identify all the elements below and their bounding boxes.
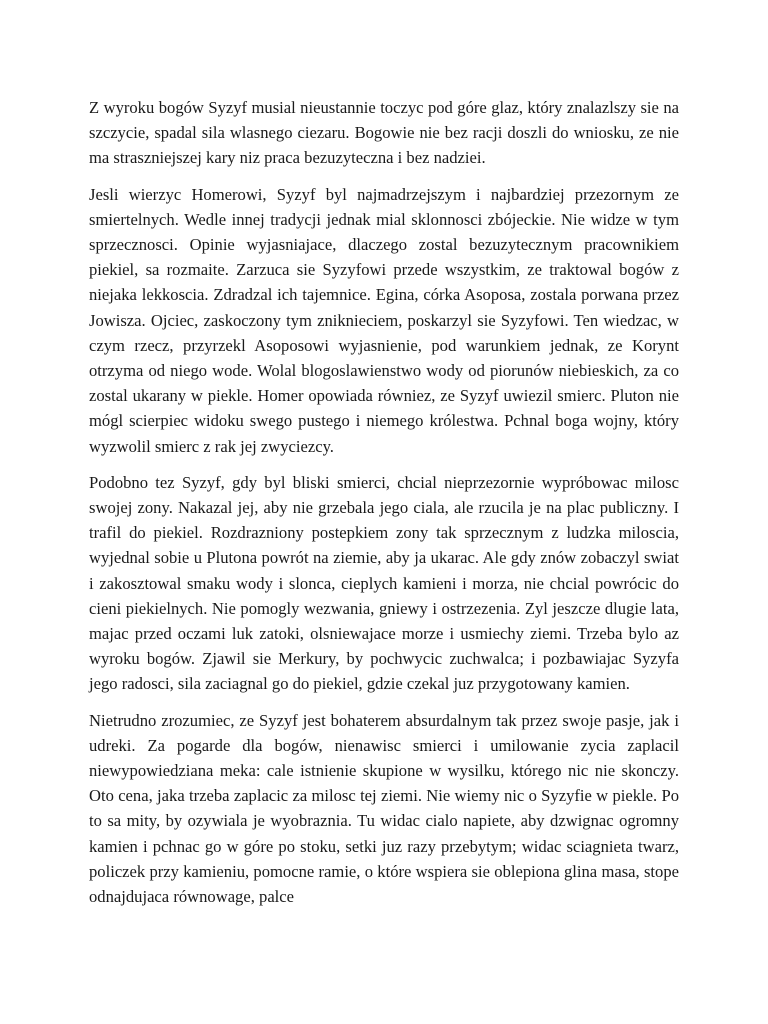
paragraph-2: Jesli wierzyc Homerowi, Syzyf byl najmadrzejszym i najbardziej przezornym ze smiertelnych. Wedle innej tradycji jednak mial sklonnosci zbójeckie. Nie widze w tym sprzecznosci. Opinie wyjasniajace, dlaczego zostal bezuzytecznym pracownikiem piekiel, sa rozmaite. Zarzuca sie Syzyfowi przede wszystkim, ze traktowal bogów z niejaka lekkoscia. Zdradzal ich tajemnice. Egina, córka Asoposa, zostala porwana przez Jowisza. Ojciec, zaskoczony tym zniknieciem, poskarzyl sie Syzyfowi. Ten wiedzac, w czym rzecz, przyrzekl Asoposowi wyjasnienie, pod warunkiem jednak, ze Korynt otrzyma od niego wode. Wolal blogoslawienstwo wody od piorunów niebieskich, za co zostal ukarany w piekle. Homer opowiada równiez, ze Syzyf uwiezil smierc. Pluton nie mógl scierpiec widoku swego pustego i niemego królestwa. Pchnal boga wojny, który wyzwolil smierc z rak jej zwyciezcy. [89,184,679,456]
paragraph-3: Podobno tez Syzyf, gdy byl bliski smierci, chcial nieprzezornie wypróbowac milosc swojej zony. Nakazal jej, aby nie grzebala jego ciala, ale rzucila je na plac publiczny. I trafil do piekiel. Rozdrazniony postepkiem zony tak sprzecznym z ludzka miloscia, wyjednal sobie u Plutona powrót na ziemie, aby ja ukarac. Ale gdy znów zobaczyl swiat i zakosztowal smaku wody i slonca, cieplych kamieni i morza, nie chcial powrócic do cieni piekielnych. Nie pomogly wezwania, gniewy i ostrzezenia. Zyl jeszcze dlugie lata, majac przed oczami luk zatoki, olsniewajace morze i usmiechy ziemi. Trzeba bylo az wyroku bogów. Zjawil sie Merkury, by pochwycic zuchwalca; i pozbawiajac Syzyfa jego radosci, sila zaciagnal go do piekiel, gdzie czekal juz przygotowany kamien. [89,472,679,694]
paragraph-4: Nietrudno zrozumiec, ze Syzyf jest bohaterem absurdalnym tak przez swoje pasje, jak i udreki. Za pogarde dla bogów, nienawisc smierci i umilowanie zycia zaplacil niewypowiedziana meka: cale istnienie skupione w wysilku, którego nic nie skonczy. Oto cena, jaka trzeba zaplacic za milosc tej ziemi. Nie wiemy nic o Syzyfie w piekle. Po to sa mity, by ozywiala je wyobraznia. Tu widac cialo napiete, aby dzwignac ogromny kamien i pchnac go w góre po stoku, setki juz razy przebytym; widac sciagnieta twarz, policzek przy kamieniu, pomocne ramie, o które wspiera sie oblepiona glina masa, stope odnajdujaca równowage, palce [89,710,679,907]
paragraph-1: Z wyroku bogów Syzyf musial nieustannie toczyc pod góre glaz, który znalazlszy sie na szczycie, spadal sila wlasnego ciezaru. Bogowie nie bez racji doszli do wniosku, ze nie ma strasznieјszej kary niz praca bezuzyteczna i bez nadziei. [89,98,679,168]
document-page [89,95,679,920]
